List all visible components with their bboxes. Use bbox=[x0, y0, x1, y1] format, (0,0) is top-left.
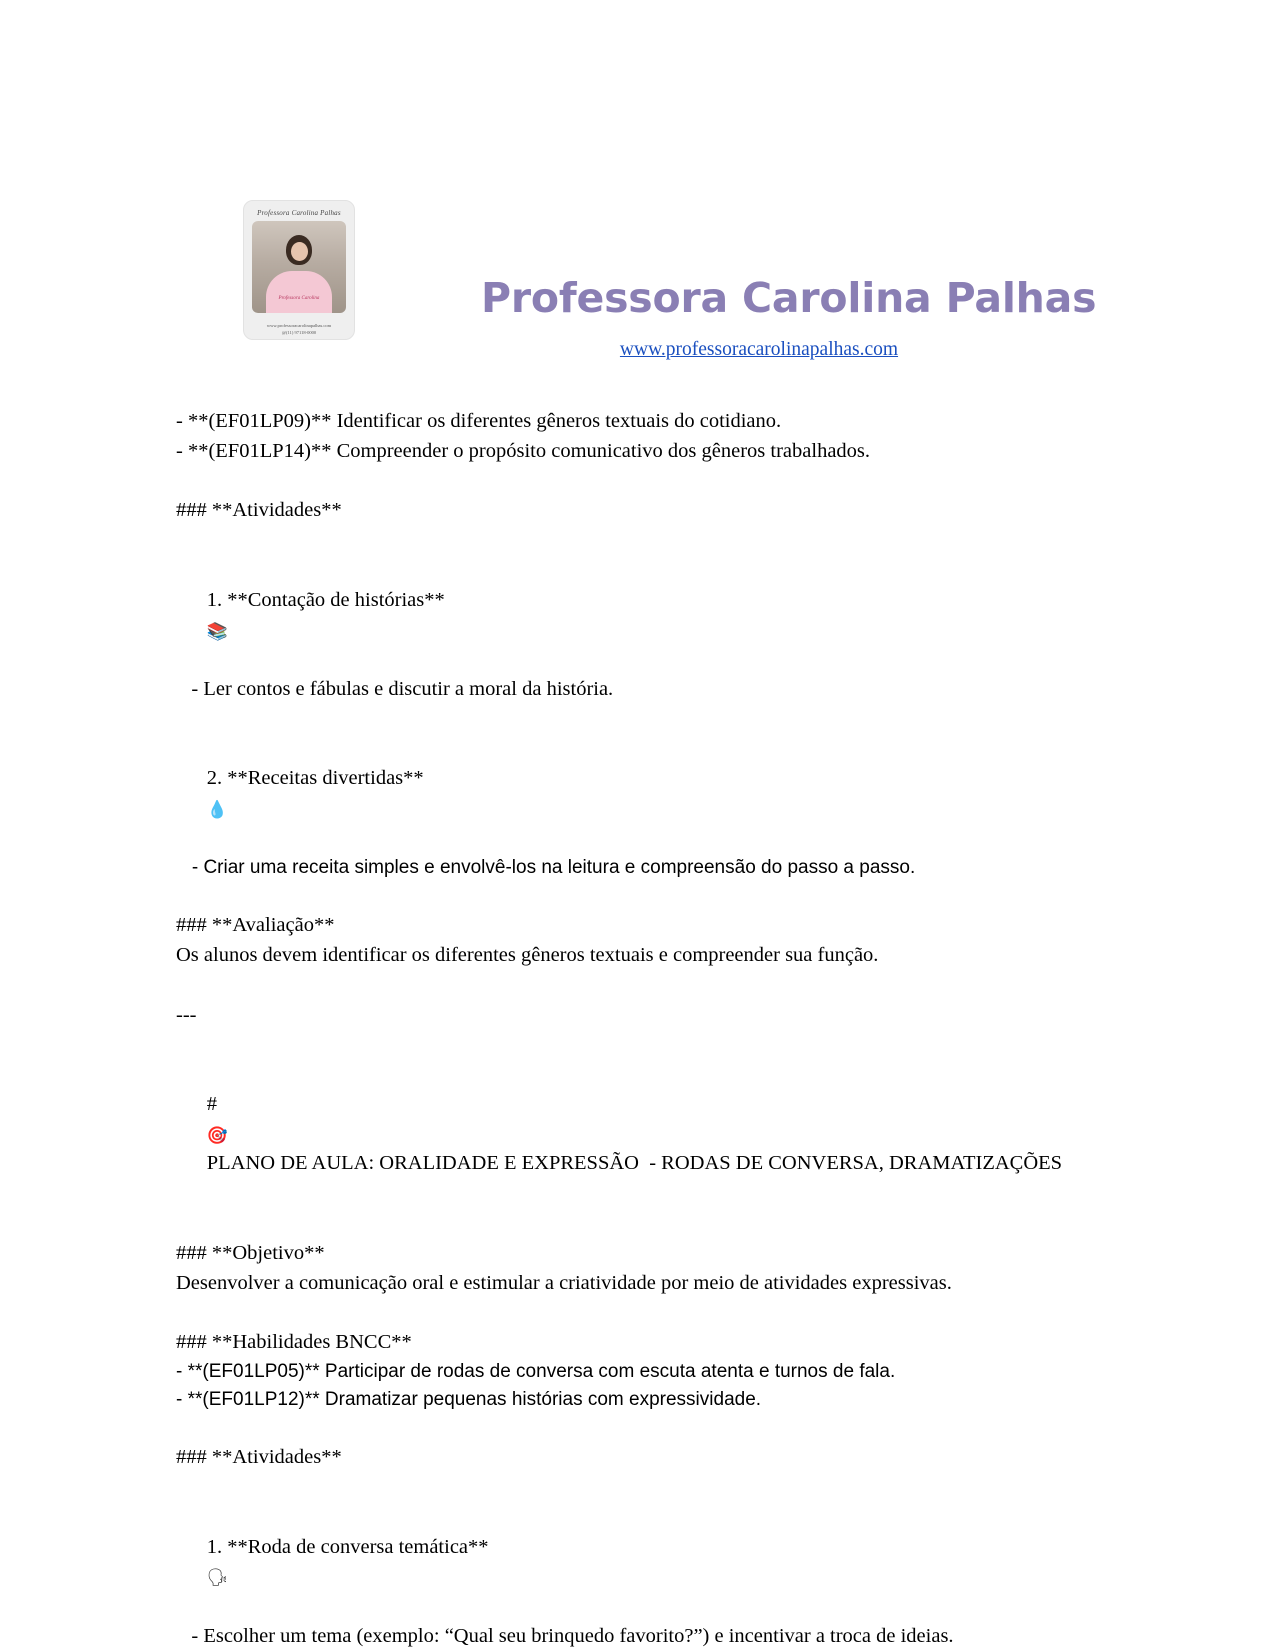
activity-2-text: 2. **Receitas divertidas** bbox=[206, 767, 424, 790]
activity-3-title bbox=[176, 1503, 1099, 1622]
activity-3-text: 1. **Roda de conversa temática** bbox=[206, 1535, 489, 1558]
photo-shirt-text: Professora Carolina bbox=[278, 296, 320, 301]
logo-container bbox=[243, 200, 363, 340]
droplet-icon: 💧 bbox=[206, 800, 228, 821]
heading-objetivo: ### **Objetivo** bbox=[176, 1241, 325, 1264]
heading-atividades-2: ### **Atividades** bbox=[176, 1446, 342, 1469]
title-block bbox=[363, 200, 1275, 361]
photo-shirt bbox=[266, 271, 332, 313]
brand-logo-image bbox=[243, 200, 355, 340]
activity-3-detail: - Escolher um tema (exemplo: “Qual seu brinquedo favorito?”) e incentivar a troca de ideias. bbox=[176, 1624, 954, 1647]
document-header bbox=[0, 0, 1275, 361]
document-body bbox=[0, 361, 1275, 1651]
heading-atividades-1: ### **Atividades** bbox=[176, 499, 342, 522]
paragraph-ef01lp14: - **(EF01LP14)** Compreender o propósito comunicativo dos gêneros trabalhados. bbox=[176, 439, 871, 462]
paragraph-ef01lp12: - **(EF01LP12)** Dramatizar pequenas histórias com expressividade. bbox=[176, 1388, 762, 1410]
logo-website-small: www.professoracarolinapalhas.com bbox=[266, 323, 332, 328]
target-icon: 🎯 bbox=[206, 1125, 228, 1146]
hash-marker: # bbox=[206, 1093, 217, 1116]
plano-de-aula-title: PLANO DE AULA: ORALIDADE E EXPRESSÃO - RODAS DE CONVERSA, DRAMATIZAÇÕES bbox=[206, 1152, 1063, 1175]
paragraph-objetivo: Desenvolver a comunicação oral e estimular a criatividade por meio de atividades expressivas. bbox=[176, 1271, 952, 1294]
heading-plano-de-aula bbox=[176, 1060, 1099, 1209]
speaking-head-icon: 🗣 bbox=[206, 1568, 229, 1589]
activity-2-title bbox=[176, 735, 1099, 854]
paragraph-ef01lp09: - **(EF01LP09)** Identificar os diferentes gêneros textuais do cotidiano. bbox=[176, 410, 782, 432]
paragraph-avaliacao: Os alunos devem identificar os diferentes gêneros textuais e compreender sua função. bbox=[176, 943, 879, 966]
activity-1-title bbox=[176, 556, 1099, 675]
books-icon: 📚 bbox=[206, 621, 228, 642]
heading-avaliacao: ### **Avaliação** bbox=[176, 914, 335, 937]
activity-2-detail: - Criar uma receita simples e envolvê-los na leitura e compreensão do passo a passo. bbox=[176, 856, 916, 878]
page-title: Professora Carolina Palhas bbox=[481, 274, 1097, 322]
paragraph-ef01lp05: - **(EF01LP05)** Participar de rodas de conversa com escuta atenta e turnos de fala. bbox=[176, 1361, 896, 1383]
website-line bbox=[363, 339, 1275, 361]
heading-habilidades-bncc: ### **Habilidades BNCC** bbox=[176, 1331, 412, 1354]
photo-face bbox=[291, 242, 308, 261]
website-link[interactable]: www.professoracarolinapalhas.com bbox=[619, 339, 899, 360]
activity-1-detail: - Ler contos e fábulas e discutir a moral da história. bbox=[176, 678, 614, 701]
horizontal-rule-text: --- bbox=[176, 1003, 197, 1026]
teacher-photo bbox=[252, 221, 346, 313]
logo-phone-small: @(11) 97118-0000 bbox=[281, 330, 317, 335]
logo-caption: Professora Carolina Palhas bbox=[257, 209, 341, 217]
activity-1-text: 1. **Contação de histórias** bbox=[206, 588, 445, 611]
